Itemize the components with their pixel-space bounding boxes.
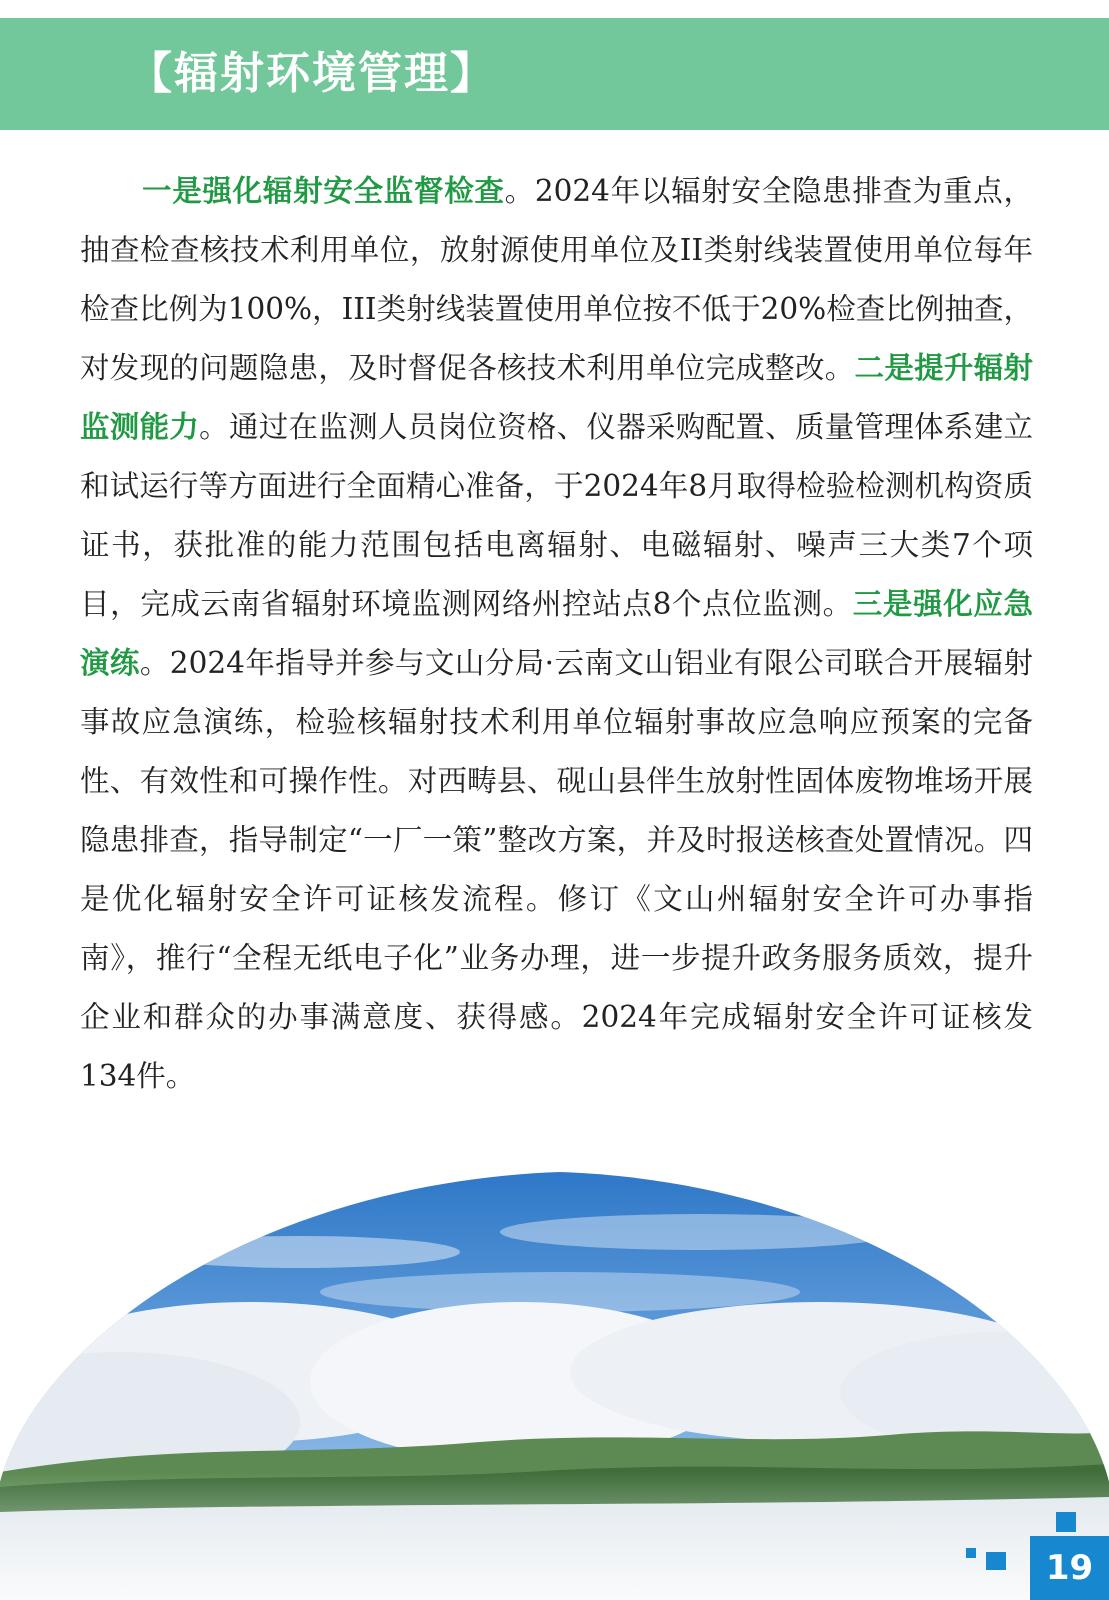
section-title: 【辐射环境管理】 xyxy=(128,48,496,99)
page-number: 19 xyxy=(1030,1536,1109,1600)
header-bar xyxy=(0,18,1109,130)
highlight-point-3: 三是强化应急演练 xyxy=(80,587,1033,680)
paragraph-text-3: 。2024年指导并参与文山分局·云南文山铝业有限公司联合开展辐射事故应急演练，检验核辐射技术利用单位辐射事故应急响应预案的完备性、有效性和可操作性。对西畴县、砚山县伴生放射性固体废物堆场开展隐患排查，指导制定“一厂一策”整改方案，并及时报送核查处置情况。四是优化辐射安全许可证核发流程。修订《文山州辐射安全许可办事指南》，推行“全程无纸电子化”业务办理，进一步提升政务服务质效，提升企业和群众的办事满意度、获得感。2024年完成辐射安全许可证核发134件。 xyxy=(80,646,1033,1093)
paragraph-text-2: 。通过在监测人员岗位资格、仪器采购配置、质量管理体系建立和试运行等方面进行全面精心准备，于2024年8月取得检验检测机构资质证书，获批准的能力范围包括电离辐射、电磁辐射、噪声三大类7个项目，完成云南省辐射环境监测网络州控站点8个点位监测。 xyxy=(80,410,1033,621)
decor-square-medium xyxy=(986,1552,1006,1570)
article-paragraph xyxy=(80,162,1033,1106)
paragraph-text-1: 。2024年以辐射安全隐患排查为重点，抽查检查核技术利用单位，放射源使用单位及II类射线装置使用单位每年检查比例为100%，III类射线装置使用单位按不低于20%检查比例抽查，对发现的问题隐患，及时督促各核技术利用单位完成整改。 xyxy=(80,174,1033,385)
decor-square-small xyxy=(966,1548,976,1558)
landscape-photo xyxy=(0,1172,1109,1600)
decor-square-top xyxy=(1056,1512,1076,1532)
highlight-point-1: 一是强化辐射安全监督检查 xyxy=(142,174,505,208)
highlight-point-2: 二是提升辐射监测能力 xyxy=(80,351,1033,444)
